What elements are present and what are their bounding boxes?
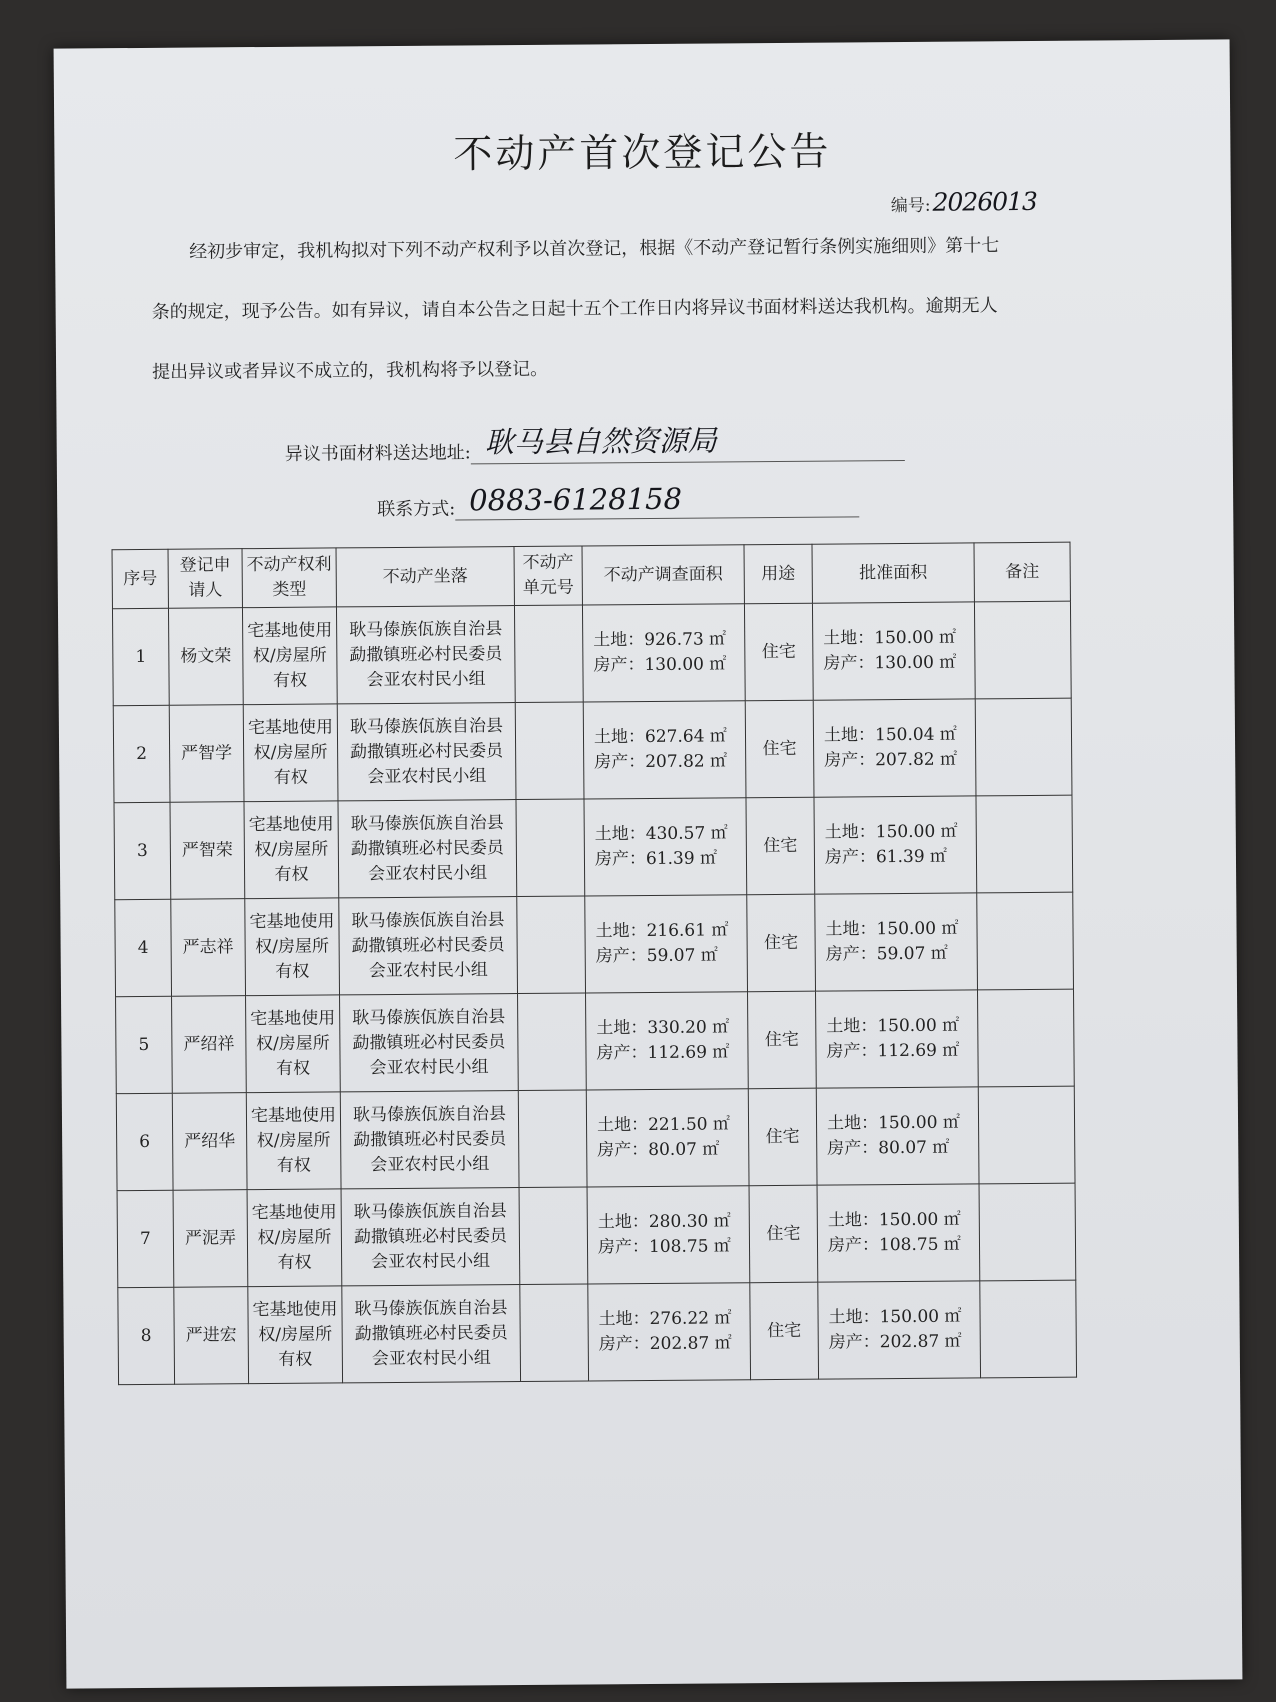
row-survey-area: [584, 798, 747, 896]
approved-house-area: 房产：108.75 ㎡: [827, 1234, 961, 1256]
row-approved-area: [816, 990, 979, 1088]
survey-land-area: 土地：221.50 ㎡: [596, 1114, 731, 1136]
row-remark: [978, 1086, 1075, 1184]
row-approved-area: [812, 602, 975, 700]
row-survey-area: [582, 604, 745, 702]
row-no: 2: [113, 705, 170, 802]
row-location: 耿马傣族佤族自治县勐撒镇班必村民委员会亚农村民小组: [336, 606, 515, 704]
row-approved-area: [817, 1184, 980, 1282]
row-no: 5: [116, 996, 173, 1093]
table-row: [117, 1183, 1076, 1288]
approved-land-area: 土地：150.00 ㎡: [826, 1112, 961, 1134]
row-no: 4: [115, 899, 172, 996]
approved-house-area: 房产：130.00 ㎡: [823, 652, 957, 674]
row-right-type: 宅基地使用权/房屋所有权: [245, 898, 340, 996]
row-survey-area: [588, 1283, 751, 1381]
survey-house-area: 房产：108.75 ㎡: [597, 1236, 731, 1258]
survey-house-area: 房产：112.69 ㎡: [596, 1042, 730, 1064]
row-use: 住宅: [748, 1088, 817, 1186]
survey-land-area: 土地：276.22 ㎡: [598, 1308, 732, 1330]
row-use: 住宅: [750, 1282, 819, 1380]
row-use: 住宅: [748, 991, 817, 1089]
serial-number-handwritten: 2026013: [932, 186, 1038, 217]
row-survey-area: [587, 1186, 750, 1284]
row-location: 耿马傣族佤族自治县勐撒镇班必村民委员会亚农村民小组: [341, 1188, 520, 1286]
row-applicant: 严志祥: [171, 899, 246, 997]
row-use: 住宅: [744, 603, 813, 701]
survey-land-area: 土地：280.30 ㎡: [597, 1211, 731, 1233]
approved-land-area: 土地：150.00 ㎡: [824, 821, 958, 843]
row-location: 耿马傣族佤族自治县勐撒镇班必村民委员会亚农村民小组: [342, 1285, 521, 1383]
row-right-type: 宅基地使用权/房屋所有权: [248, 1286, 343, 1384]
approved-house-area: 房产：80.07 ㎡: [827, 1137, 950, 1159]
survey-house-area: 房产：207.82 ㎡: [594, 751, 728, 773]
row-remark: [975, 698, 1072, 796]
approved-land-area: 土地：150.00 ㎡: [828, 1306, 962, 1328]
row-remark: [974, 601, 1071, 699]
table-row: [115, 892, 1074, 997]
approved-house-area: 房产：112.69 ㎡: [826, 1040, 960, 1062]
row-applicant: 杨文荣: [168, 608, 243, 706]
row-right-type: 宅基地使用权/房屋所有权: [246, 995, 341, 1093]
row-applicant: 严泥弄: [173, 1190, 248, 1288]
table-row: [118, 1280, 1077, 1385]
row-remark: [977, 989, 1074, 1087]
row-unit-no: [514, 605, 583, 703]
row-unit-no: [519, 1187, 588, 1285]
row-applicant: 严绍华: [172, 1093, 247, 1191]
registration-table: [112, 542, 1078, 1386]
table-row: [113, 698, 1072, 803]
survey-house-area: 房产：61.39 ㎡: [594, 848, 718, 870]
notice-paper: [54, 39, 1243, 1688]
table-body: [112, 601, 1076, 1385]
table-header-row: [112, 542, 1070, 609]
notice-paragraph: 条的规定，现予公告。如有异议，请自本公告之日起十五个工作日内将异议书面材料送达我机构。逾期无人: [151, 295, 998, 323]
table-row: [116, 1086, 1075, 1191]
row-approved-area: [814, 796, 977, 894]
approved-house-area: 房产：202.87 ㎡: [828, 1331, 962, 1353]
serial-number-row: [891, 187, 1037, 217]
row-survey-area: [586, 992, 749, 1090]
row-right-type: 宅基地使用权/房屋所有权: [244, 801, 339, 899]
row-unit-no: [516, 799, 585, 897]
table-row: [112, 601, 1071, 706]
row-approved-area: [813, 699, 976, 797]
survey-house-area: 房产：80.07 ㎡: [597, 1139, 720, 1161]
row-use: 住宅: [749, 1185, 818, 1283]
objection-address-label: 异议书面材料送达地址:: [284, 442, 471, 465]
row-remark: [980, 1280, 1077, 1378]
row-use: 住宅: [746, 797, 815, 895]
row-survey-area: [586, 1089, 749, 1187]
row-approved-area: [818, 1281, 981, 1379]
row-location: 耿马傣族佤族自治县勐撒镇班必村民委员会亚农村民小组: [340, 994, 519, 1092]
row-remark: [976, 795, 1073, 893]
row-survey-area: [583, 701, 746, 799]
approved-land-area: 土地：150.00 ㎡: [827, 1209, 961, 1231]
survey-land-area: 土地：627.64 ㎡: [593, 726, 727, 748]
row-no: 6: [116, 1093, 173, 1190]
header-approved-area: 批准面积: [812, 543, 974, 603]
objection-address-handwritten: 耿马县自然资源局: [484, 423, 717, 460]
header-right-type: 不动产权利类型: [242, 548, 336, 608]
table-row: [116, 989, 1075, 1094]
row-location: 耿马傣族佤族自治县勐撒镇班必村民委员会亚农村民小组: [340, 1091, 519, 1189]
header-unit-no: 不动产单元号: [514, 546, 582, 606]
survey-land-area: 土地：216.61 ㎡: [595, 920, 729, 942]
row-no: 7: [117, 1190, 174, 1287]
row-use: 住宅: [745, 700, 814, 798]
row-unit-no: [520, 1284, 589, 1382]
row-unit-no: [518, 1090, 587, 1188]
contact-field: [377, 482, 859, 521]
notice-paragraph: 经初步审定，我机构拟对下列不动产权利予以首次登记，根据《不动产登记暂行条例实施细则》第十七: [189, 235, 1000, 263]
row-applicant: 严智学: [169, 705, 244, 803]
survey-land-area: 土地：430.57 ㎡: [594, 823, 728, 845]
header-survey-area: 不动产调查面积: [582, 545, 744, 605]
approved-house-area: 房产：207.82 ㎡: [824, 749, 958, 771]
row-right-type: 宅基地使用权/房屋所有权: [247, 1189, 342, 1287]
header-applicant: 登记申请人: [168, 549, 242, 609]
row-no: 1: [112, 608, 169, 705]
header-remark: 备注: [974, 542, 1070, 602]
objection-address-field: [284, 423, 905, 466]
survey-house-area: 房产：59.07 ㎡: [595, 945, 718, 967]
row-applicant: 严进宏: [174, 1287, 249, 1385]
contact-handwritten: 0883-6128158: [469, 481, 683, 518]
survey-land-area: 土地：330.20 ㎡: [596, 1017, 730, 1039]
row-use: 住宅: [747, 894, 816, 992]
approved-land-area: 土地：150.04 ㎡: [823, 724, 957, 746]
row-remark: [979, 1183, 1076, 1281]
row-location: 耿马傣族佤族自治县勐撒镇班必村民委员会亚农村民小组: [338, 800, 517, 898]
serial-label: 编号:: [890, 195, 931, 217]
table-row: [114, 795, 1073, 900]
objection-address-line: [471, 423, 905, 464]
survey-house-area: 房产：130.00 ㎡: [593, 654, 727, 676]
row-applicant: 严绍祥: [172, 996, 247, 1094]
approved-land-area: 土地：150.00 ㎡: [826, 1015, 960, 1037]
row-remark: [977, 892, 1074, 990]
header-use: 用途: [744, 544, 812, 604]
survey-land-area: 土地：926.73 ㎡: [593, 629, 727, 651]
row-approved-area: [816, 1087, 979, 1185]
notice-paragraph: 提出异议或者异议不成立的，我机构将予以登记。: [152, 358, 549, 383]
row-no: 8: [118, 1287, 175, 1384]
header-no: 序号: [112, 549, 168, 608]
approved-house-area: 房产：59.07 ㎡: [825, 943, 948, 965]
row-location: 耿马傣族佤族自治县勐撒镇班必村民委员会亚农村民小组: [339, 897, 518, 995]
row-survey-area: [585, 895, 748, 993]
row-right-type: 宅基地使用权/房屋所有权: [243, 704, 338, 802]
survey-house-area: 房产：202.87 ㎡: [598, 1333, 732, 1355]
row-unit-no: [515, 702, 584, 800]
contact-label: 联系方式:: [377, 498, 456, 521]
approved-land-area: 土地：150.00 ㎡: [825, 918, 959, 940]
contact-line: [455, 482, 859, 520]
header-location: 不动产坐落: [336, 547, 514, 607]
page-title: 不动产首次登记公告: [453, 129, 832, 178]
row-applicant: 严智荣: [170, 802, 245, 900]
row-unit-no: [518, 993, 587, 1091]
approved-land-area: 土地：150.00 ㎡: [823, 627, 957, 649]
row-approved-area: [815, 893, 978, 991]
row-right-type: 宅基地使用权/房屋所有权: [242, 607, 337, 705]
row-unit-no: [517, 896, 586, 994]
row-location: 耿马傣族佤族自治县勐撒镇班必村民委员会亚农村民小组: [337, 703, 516, 801]
row-right-type: 宅基地使用权/房屋所有权: [246, 1092, 341, 1190]
approved-house-area: 房产：61.39 ㎡: [824, 846, 948, 868]
row-no: 3: [114, 802, 171, 899]
